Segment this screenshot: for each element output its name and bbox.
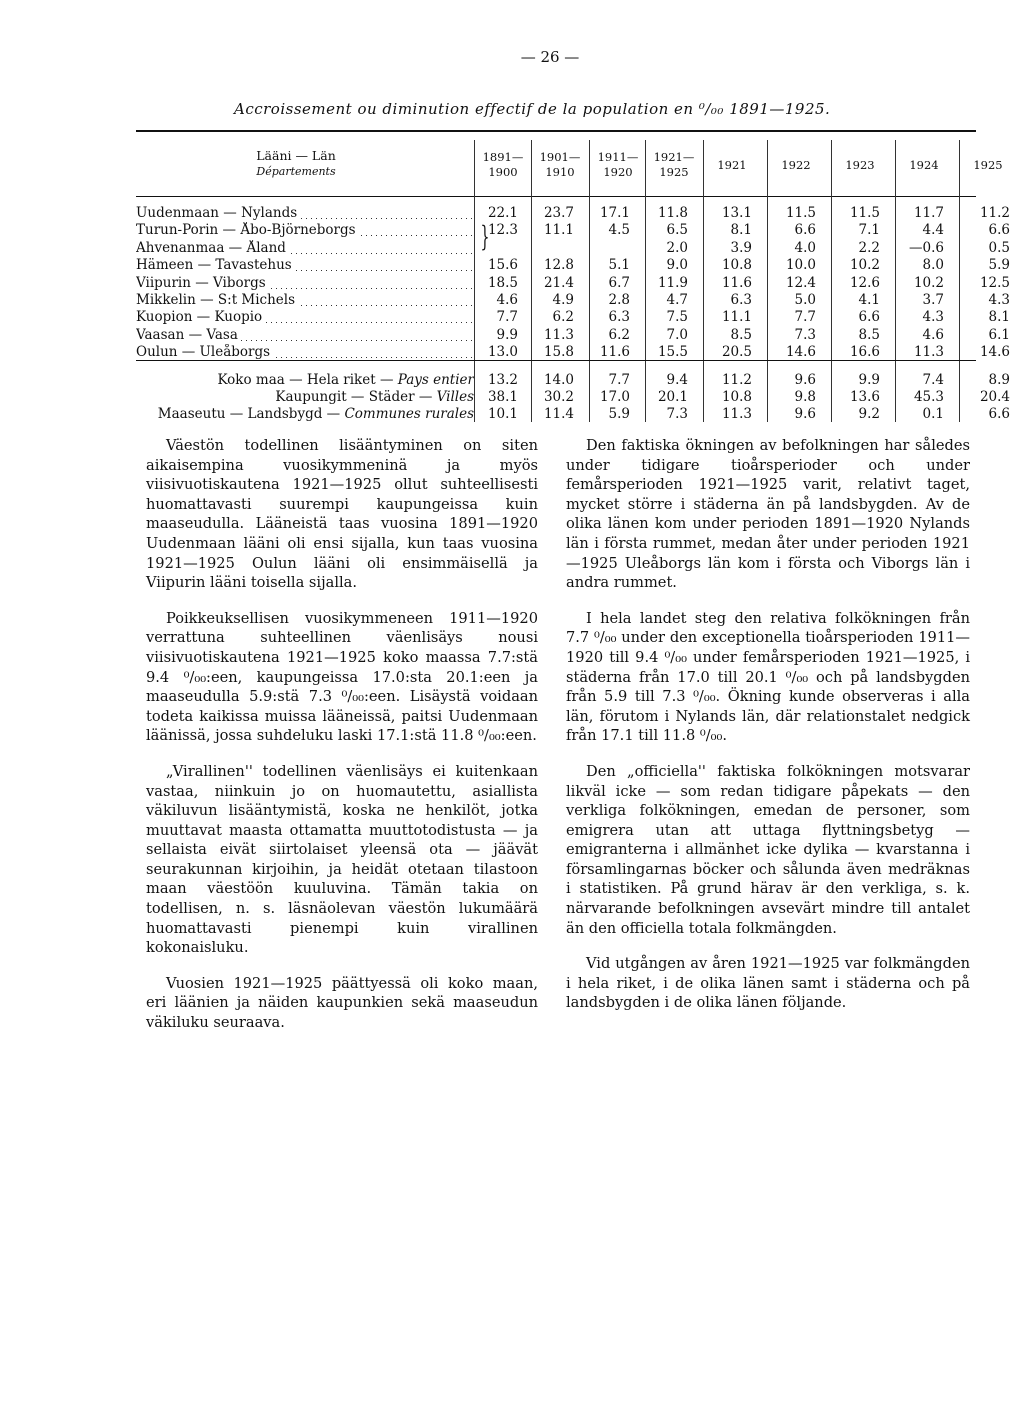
column-header [703,158,761,173]
table-cell: 11.3 [721,406,752,423]
table-cell: 8.9 [988,371,1010,388]
table-cell: 6.3 [608,309,630,326]
table-row [136,275,1010,292]
column-header [959,158,1017,173]
table-cell: 8.1 [730,222,752,239]
brace-glyph: } [480,220,490,253]
table-cell: 7.5 [666,309,688,326]
table-cell: 2.2 [858,239,880,256]
table-row [136,257,1010,274]
row-name-cell [136,257,474,274]
table-cell: 7.4 [922,371,944,388]
column-header-line2: 1925 [659,165,689,179]
table-cell: 22.1 [487,205,518,221]
row-name: Ahvenanmaa — Åland [136,240,289,256]
totals-name-french: Pays entier [397,371,474,388]
swedish-paragraph: Vid utgången av åren 1921—1925 var folkmängden i hela riket, i de olika länen samt i städerna och på landsbygden i de olika länen följande. [566,955,970,1012]
finnish-paragraph: Väestön todellinen lisääntyminen on siten aikaisempina vuosikymmeninä ja myös viisivuotiskautena 1921—1925 ollut suhteellisesti huomattavasti suurempi kaupungeissa kuin maaseudulla. Lääneistä taas vuosina 1891—1920 Uudenmaan lääni oli ensi sijalla, kun taas vuosina 1921—1925 Oulun lääni oli ensimmäisellä ja Viipurin lääni toisella sijalla. [146,437,538,592]
table-cell: 15.5 [657,344,688,361]
table-cell: 0.5 [988,239,1010,256]
totals-row [136,372,1010,389]
column-header-line1: 1891— [482,150,524,164]
table-cell: 7.7 [496,309,518,326]
table-cell: 9.8 [794,389,816,406]
table-cell: 5.9 [608,406,630,423]
table-cell: 4.7 [666,292,688,309]
totals-row [136,389,1010,406]
table-cell: 4.3 [922,309,944,326]
table-cell: 6.2 [552,309,574,326]
row-name-cell [136,240,474,257]
table-cell: 12.4 [785,274,816,291]
row-header-sublabel: Départements [256,165,336,178]
table-cell: 6.1 [988,326,1010,343]
totals-name-cell [136,389,474,406]
column-header-line1: 1925 [973,158,1003,172]
row-name-cell [136,275,474,292]
table-cell: 21.4 [543,274,574,291]
table-row [136,327,1010,344]
table-cell: 11.6 [599,344,630,361]
table-cell: 8.0 [922,257,944,274]
row-name: Mikkelin — S:t Michels [136,292,298,308]
column-header-line2: 1920 [603,165,633,179]
row-header-label: Lääni — Län [256,148,336,163]
page-number: — 26 — [520,48,580,66]
table-cell: 11.1 [721,309,752,326]
table-cell: —0.6 [909,239,944,256]
table-cell: 23.7 [543,205,574,221]
table-cell: 6.6 [858,309,880,326]
table-cell: 11.5 [785,205,816,221]
table-cell: 11.2 [721,371,752,388]
table-row [136,309,1010,326]
table-cell: 8.5 [858,326,880,343]
table-cell: 11.3 [913,344,944,361]
table-cell: 9.0 [666,257,688,274]
table-cell: 3.9 [730,239,752,256]
table-cell [574,240,630,257]
totals-name-cell [136,406,474,423]
table-cell: 9.2 [858,406,880,423]
table-cell [518,240,574,257]
table-cell: 15.6 [487,257,518,274]
table-row [136,240,1010,257]
column-header-line2: 1900 [488,165,518,179]
table-cell: 11.1 [543,222,574,239]
table-cell: 8.5 [730,326,752,343]
table-cell: 11.4 [543,406,574,423]
table-cell: 6.3 [730,292,752,309]
column-header-line2: 1910 [545,165,575,179]
table-cell: 2.0 [666,239,688,256]
table-cell: 5.0 [794,292,816,309]
table-cell: 10.1 [487,406,518,423]
table-header-rule [136,196,976,197]
table-cell: 9.9 [858,371,880,388]
column-header [645,150,703,180]
table-cell: 6.6 [794,222,816,239]
totals-name-french: Communes rurales [344,406,474,423]
totals-name-cell [136,372,474,389]
table-cell: 13.6 [849,389,880,406]
table-cell: 14.6 [979,344,1010,361]
table-cell: 9.6 [794,371,816,388]
table-cell: 11.6 [721,274,752,291]
table-cell: 45.3 [913,389,944,406]
row-name-cell [136,309,474,326]
table-cell: 17.1 [599,205,630,221]
table-cell: 13.2 [487,371,518,388]
column-header [531,150,589,180]
table-cell: 13.0 [487,344,518,361]
table-cell: 6.2 [608,326,630,343]
table-cell: 4.6 [496,292,518,309]
table-cell: 38.1 [487,389,518,406]
row-name-cell [136,222,474,239]
table-row [136,205,1010,222]
table-cell: 6.6 [988,222,1010,239]
table-cell: 17.0 [599,389,630,406]
row-name: Viipurin — Viborgs [136,275,269,291]
table-row [136,292,1010,309]
swedish-paragraph: I hela landet steg den relativa folkökningen från 7.7 ⁰/₀₀ under den exceptionella tioårsperioden 1911—1920 till 9.4 ⁰/₀₀ under femårsperioden 1921—1925, i städerna från 17.0 till 20.1 ⁰/₀₀ och på landsbygden från 5.9 till 7.3 ⁰/₀₀. Ökning kunde observeras i alla län, förutom i Nylands län, där relationstalet nedgick från 17.1 till 11.8 ⁰/₀₀. [566,609,970,745]
table-cell: 6.6 [988,406,1010,423]
table-cell: 14.0 [543,371,574,388]
table-cell: 18.5 [487,274,518,291]
swedish-paragraph: Den „officiella'' faktiska folkökningen motsvarar likväl icke — som redan tidigare påpekats — den verkliga folkökningen, emedan de personer, som emigrera utan att uttaga flyttningsbetyg — emigranterna i allmänhet icke dylika — kvarstanna i församlingarnas böcker och sålunda även medräknas i statistiken. På grund härav är den verkliga, s. k. närvarande befolkningen avsevärt mindre till antalet än den officiella totala folkmängden. [566,762,970,937]
table-cell: 13.1 [721,205,752,221]
table-cell: 10.2 [849,257,880,274]
table-cell: 20.1 [657,389,688,406]
table-cell: 9.9 [496,326,518,343]
table-cell: 4.3 [988,292,1010,309]
totals-rule [136,360,976,361]
table-cell: 7.7 [608,371,630,388]
row-header [186,148,406,180]
population-change-table [136,205,1010,424]
column-header-line1: 1921— [653,150,695,164]
column-header-line1: 1911— [597,150,639,164]
table-cell: 16.6 [849,344,880,361]
table-cell: 20.5 [721,344,752,361]
row-name: Vaasan — Vasa [136,327,241,343]
table-cell: 4.1 [858,292,880,309]
row-name-cell [136,205,474,222]
row-name: Uudenmaan — Nylands [136,205,300,221]
table-cell: 12.5 [979,274,1010,291]
table-cell: 11.9 [657,274,688,291]
column-header [474,150,532,180]
table-cell: 6.7 [608,274,630,291]
table-cell: 7.3 [666,406,688,423]
table-cell: 7.3 [794,326,816,343]
totals-row [136,406,1010,423]
row-name-cell [136,327,474,344]
totals-name: Maaseutu — Landsbygd — [157,406,345,423]
table-cell: 11.8 [657,205,688,221]
table-cell [474,240,518,257]
column-header-line1: 1921 [717,158,747,172]
table-cell: 9.6 [794,406,816,423]
table-cell: 7.0 [666,326,688,343]
table-cell: 4.0 [794,239,816,256]
table-cell: 3.7 [922,292,944,309]
row-name: Oulun — Uleåborgs [136,344,273,360]
table-cell: 11.2 [979,205,1010,221]
finnish-paragraph: Poikkeuksellisen vuosikymmeneen 1911—1920 verrattuna suhteellinen väenlisäys nousi viisivuotiskautena 1921—1925 koko maassa 7.7:stä 9.4 ⁰/₀₀:een, kaupungeissa 17.0:sta 20.1:een ja maaseudulla 5.9:stä 7.3 ⁰/₀₀:een. Lisäystä voidaan todeta kaikissa muissa lääneissä, paitsi Uudenmaan läänissä, jossa suhdeluku laski 17.1:stä 11.8 ⁰/₀₀:een. [146,609,538,745]
table-cell: 20.4 [979,389,1010,406]
row-name-cell [136,292,474,309]
column-header-line1: 1924 [909,158,939,172]
column-header [767,158,825,173]
column-header-line1: 1901— [539,150,581,164]
table-cell: 7.1 [858,222,880,239]
finnish-paragraph: Vuosien 1921—1925 päättyessä oli koko maan, eri läänien ja näiden kaupunkien sekä maaseudun väkiluku seuraava. [146,974,538,1032]
row-name: Turun-Porin — Åbo-Björneborgs [136,222,359,238]
table-cell: 15.8 [543,344,574,361]
totals-name: Kaupungit — Städer — [275,389,437,406]
table-row [136,222,1010,239]
table-cell: 11.5 [849,205,880,221]
table-cell: 11.3 [543,326,574,343]
table-cell: 5.9 [988,257,1010,274]
table-cell: 7.7 [794,309,816,326]
swedish-paragraph: Den faktiska ökningen av befolkningen har således under tidigare tioårsperioder och under femårsperioden 1921—1925 varit, relativt taget, mycket större i städerna än på landsbygden. Av de olika länen kom under perioden 1891—1920 Nylands län i första rummet, medan åter under perioden 1921—1925 Uleåborgs län kom i första och Viborgs län i andra rummet. [566,437,970,592]
table-cell: 9.4 [666,371,688,388]
swedish-text-column [566,436,970,1029]
column-header-line1: 1923 [845,158,875,172]
finnish-text-column [146,436,538,1049]
table-cell: 12.6 [849,274,880,291]
table-top-rule [136,130,976,132]
table-cell: 4.4 [922,222,944,239]
column-header-line1: 1922 [781,158,811,172]
table-cell: 10.2 [913,274,944,291]
table-cell: 6.5 [666,222,688,239]
column-header [831,158,889,173]
table-cell: 8.1 [988,309,1010,326]
table-cell: 0.1 [922,406,944,423]
column-header [589,150,647,180]
table-cell: 4.5 [608,222,630,239]
table-cell: 4.6 [922,326,944,343]
table-cell: 30.2 [543,389,574,406]
totals-name-french: Villes [436,389,474,406]
table-cell: 10.8 [721,257,752,274]
table-cell: 12.3 [487,222,518,239]
table-cell: 11.7 [913,205,944,221]
column-header [895,158,953,173]
table-gap [136,362,1010,372]
totals-name: Koko maa — Hela riket — [217,371,398,388]
table-cell: 12.8 [543,257,574,274]
table-cell: 10.8 [721,389,752,406]
table-cell: 4.9 [552,292,574,309]
table-cell: 2.8 [608,292,630,309]
row-name: Kuopion — Kuopio [136,309,265,325]
table-cell: 5.1 [608,257,630,274]
table-title: Accroissement ou diminution effectif de la population en ⁰/₀₀ 1891—1925. [234,100,831,118]
table-cell: 14.6 [785,344,816,361]
table-cell: 10.0 [785,257,816,274]
row-name: Hämeen — Tavastehus [136,257,295,273]
finnish-paragraph: „Virallinen'' todellinen väenlisäys ei kuitenkaan vastaa, niinkuin jo on huomautettu, asiallista väkiluvun lisääntymistä, koska ne henkilöt, jotka muuttavat maasta ottamatta muuttotodistusta — ja sellaista eivät siirtolaiset yleensä ota — jäävät seurakunnan kirjoihin, ja heidät otetaan tilastoon maan väestöön kuuluvina. Tämän takia on todellisen, n. s. läsnäolevan väestön lukumäärä huomattavasti pienempi kuin virallinen kokonaisluku. [146,762,538,957]
